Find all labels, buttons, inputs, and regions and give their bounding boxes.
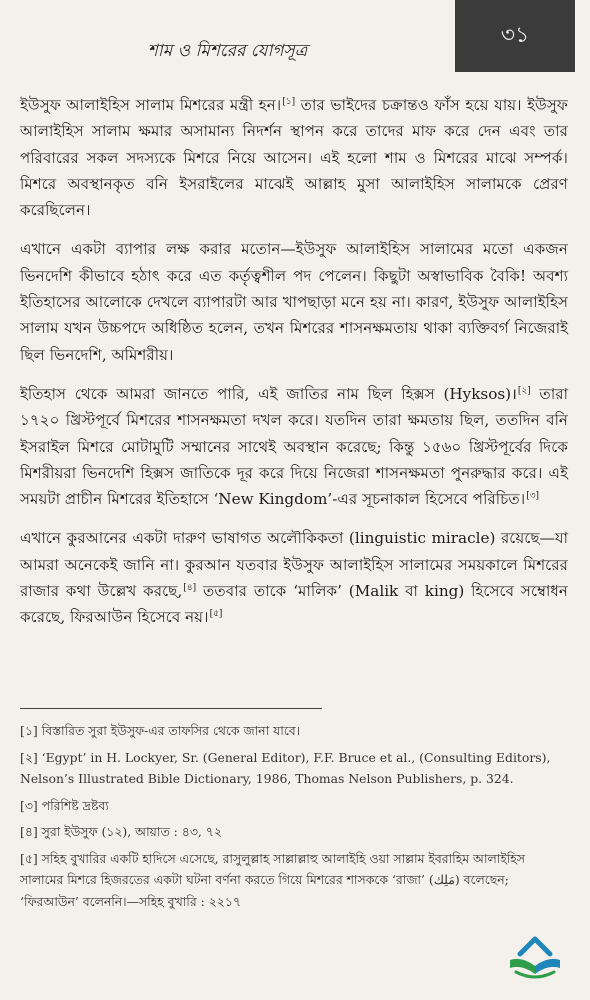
- running-header-title: শাম ও মিশরের যোগসূত্র: [147, 41, 308, 61]
- paragraph-1-text-b: তার ভাইদের চক্রান্তও ফাঁস হয়ে যায়। ইউসুফ আলাইহিস সালাম ক্ষমার অসামান্য নিদর্শন স্থাপন করে তাদের মাফ করে দেন এবং তার পরিবারের সকল সদস্যকে মিশরে নিয়ে আসেন। এই হলো শাম ও মিশরের মাঝে সম্পর্ক। মিশরে অবস্থানকৃত বনি ইসরাইলের মাঝেই আল্লাহ মুসা আলাইহিস সালামকে প্রেরণ করেছিলেন।: [20, 96, 569, 220]
- footnote-2: [২] ‘Egypt’ in H. Lockyer, Sr. (General Editor), F.F. Bruce et al., (Consulting Editors), Nelson’s Illustrated Bible Dictionary, 1986, Thomas Nelson Publishers, p. 324.: [20, 749, 551, 786]
- paragraph-1: [20, 92, 568, 223]
- page-number: ৩১: [500, 22, 530, 48]
- footnote-ref-5: [৫]: [209, 609, 223, 620]
- footnote-divider: [20, 708, 322, 709]
- footnotes: [20, 720, 568, 917]
- footnote-ref-3: [৩]: [526, 491, 540, 502]
- footnote-ref-1: [১]: [282, 96, 296, 107]
- footnote-4: [৪] সুরা ইউসুফ (১২), আয়াত : ৪৩, ৭২: [20, 824, 222, 839]
- paragraph-3-text-a: ইতিহাস থেকে আমরা জানতে পারি, এই জাতির নাম ছিল হিক্সস (Hyksos)।: [20, 384, 517, 403]
- footnote-5: [৫] সহিহ বুখারির একটি হাদিসে এসেছে, রাসুলুল্লাহ সাল্লাল্লাহু আলাইহি ওয়া সাল্লাম ইবরাহিম আলাইহিস সালামের মিশরে হিজরতের একটা ঘটনা বর্ণনা করতে গিয়ে মিশরের শাসককে ‘রাজা’ (مَلِك) বলেছেন; ‘ফিরআউন’ বলেননি।—সহিহ বুখারি : ২২১৭: [20, 850, 525, 909]
- footnote-3: [৩] পরিশিষ্ট দ্রষ্টব্য: [20, 797, 109, 813]
- footnote-1: [১] বিস্তারিত সুরা ইউসুফ-এর তাফসির থেকে জানা যাবে।: [20, 723, 301, 738]
- publisher-logo-icon: [506, 930, 564, 982]
- footnote-ref-4: [৪]: [183, 582, 197, 593]
- paragraph-1-text-a: ইউসুফ আলাইহিস সালাম মিশরের মন্ত্রী হন।: [20, 96, 282, 114]
- paragraph-4-text-b: ততবার তাকে ‘মালিক’ (Malik বা king) হিসেবে সম্বোধন করেছে, ফিরআউন হিসেবে নয়।: [20, 582, 568, 627]
- paragraph-3: [20, 381, 568, 512]
- paragraph-4-text-a: এখানে কুরআনের একটা দারুণ ভাষাগত অলৌকিকতা (linguistic miracle) রয়েছে—যা আমরা অনেকেই জানি না। কুরআন যতবার ইউসুফ আলাইহিস সালামের সময়কালে মিশরের রাজার কথা উল্লেখ করছে,: [20, 529, 568, 601]
- paragraph-4: [20, 525, 568, 630]
- page-number-box: [455, 0, 575, 72]
- paragraph-2: এখানে একটা ব্যাপার লক্ষ করার মতোন—ইউসুফ আলাইহিস সালামের মতো একজন ভিনদেশি কীভাবে হঠাৎ করে এত কর্তৃত্বশীল পদ পেলেন। কিছুটা অস্বাভাবিক বৈকি! অবশ্য ইতিহাসের আলোকে দেখলে ব্যাপারটা আর খাপছাড়া মনে হয় না। কারণ, ইউসুফ আলাইহিস সালাম যখন উচ্চপদে অধিষ্ঠিত হলেন, তখন মিশরের শাসনক্ষমতায় থাকা ব্যক্তিবর্গ নিজেরাই ছিল ভিনদেশি, অমিশরীয়।: [20, 240, 568, 364]
- main-text: [20, 92, 568, 644]
- footnote-ref-2: [২]: [517, 385, 531, 396]
- paragraph-3-text-b: তারা ১৭২০ খ্রিস্টপূর্বে মিশরের শাসনক্ষমতা দখল করে। যতদিন তারা ক্ষমতায় ছিল, ততদিন বনি ইসরাইল মিশরে মোটামুটি সম্মানের সাথেই অবস্থান করেছে; কিন্তু ১৫৬০ খ্রিস্টপূর্বের দিকে মিশরীয়রা ভিনদেশি হিক্সস জাতিকে দূর করে দিয়ে নিজেরা শাসনক্ষমতা পুনরুদ্ধার করে। এই সময়টা প্রাচীন মিশরের ইতিহাসে ‘New Kingdom’-এর সূচনাকাল হিসেবে পরিচিত।: [20, 384, 568, 509]
